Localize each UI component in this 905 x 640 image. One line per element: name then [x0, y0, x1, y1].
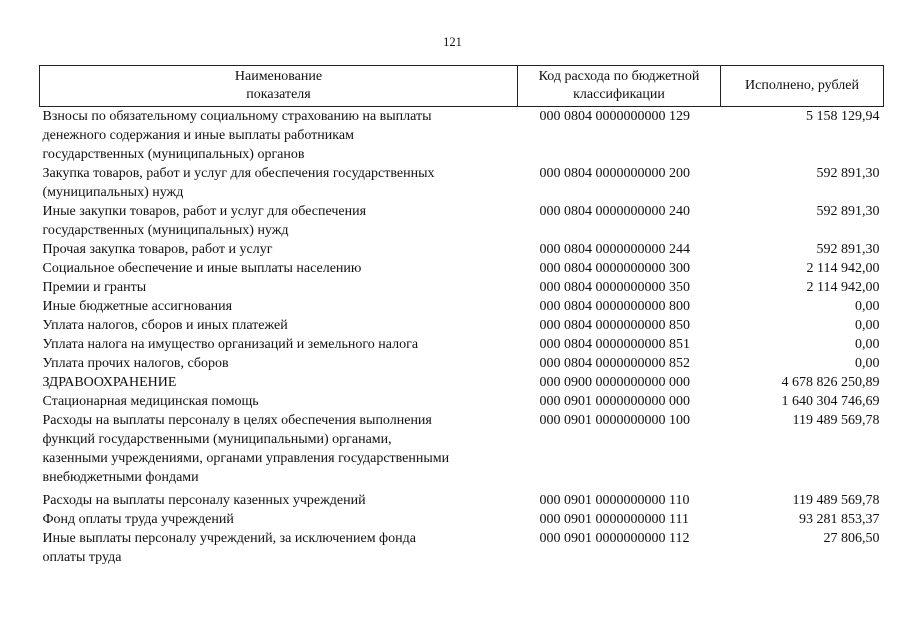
row-code: 000 0804 0000000000 244: [539, 242, 690, 257]
row-code: 000 0901 0000000000 111: [539, 512, 689, 527]
header-code: Код расхода по бюджетной классификации: [518, 66, 721, 107]
row-name: Премии и гранты: [42, 280, 147, 295]
table-row: [40, 411, 884, 487]
row-amount: 2 114 942,00: [806, 280, 880, 295]
row-amount: 119 489 569,78: [792, 493, 880, 508]
row-code: 000 0901 0000000000 112: [539, 531, 690, 546]
row-amount: 5 158 129,94: [806, 109, 880, 124]
table-row: [40, 278, 884, 297]
row-amount: 119 489 569,78: [792, 413, 880, 428]
row-name: Взносы по обязательному социальному страхованию на выплаты денежного содержания и иные выплаты работникам государственных (муниципальных) органов: [42, 109, 432, 162]
row-code: 000 0804 0000000000 200: [539, 166, 690, 181]
budget-execution-table: [39, 65, 884, 567]
row-code: 000 0804 0000000000 350: [539, 280, 690, 295]
row-amount: 93 281 853,37: [799, 512, 880, 527]
header-name: Наименование показателя: [40, 66, 518, 107]
row-name: Иные бюджетные ассигнования: [42, 299, 233, 314]
table-row: [40, 107, 884, 165]
row-name: Уплата прочих налогов, сборов: [42, 356, 229, 371]
row-amount: 592 891,30: [816, 166, 880, 181]
row-code: 000 0804 0000000000 850: [539, 318, 690, 333]
table-row: [40, 510, 884, 529]
row-name: Иные выплаты персоналу учреждений, за исключением фонда оплаты труда: [42, 531, 416, 565]
table-header: [40, 66, 884, 107]
row-code: 000 0804 0000000000 129: [539, 109, 690, 124]
row-amount: 27 806,50: [823, 531, 880, 546]
row-name: Закупка товаров, работ и услуг для обеспечения государственных (муниципальных) нужд: [42, 166, 435, 200]
table-row: [40, 491, 884, 510]
row-name: Социальное обеспечение и иные выплаты населению: [42, 261, 362, 276]
table-row: [40, 316, 884, 335]
table-row: [40, 240, 884, 259]
row-name: Уплата налога на имущество организаций и земельного налога: [42, 337, 419, 352]
row-amount: 0,00: [855, 299, 880, 314]
row-code: 000 0804 0000000000 851: [539, 337, 690, 352]
row-name: Иные закупки товаров, работ и услуг для обеспечения государственных (муниципальных) нужд: [42, 204, 367, 238]
table-row: [40, 259, 884, 278]
row-amount: 1 640 304 746,69: [781, 394, 880, 409]
table-row: [40, 392, 884, 411]
row-name: Расходы на выплаты персоналу казенных учреждений: [42, 493, 366, 508]
row-name: Прочая закупка товаров, работ и услуг: [42, 242, 273, 257]
row-amount: 592 891,30: [816, 204, 880, 219]
table-row: [40, 297, 884, 316]
row-code: 000 0804 0000000000 800: [539, 299, 690, 314]
row-name: ЗДРАВООХРАНЕНИЕ: [42, 375, 177, 390]
row-amount: 2 114 942,00: [806, 261, 880, 276]
row-code: 000 0900 0000000000 000: [539, 375, 690, 390]
page-number: 121: [443, 35, 462, 49]
table-row: [40, 373, 884, 392]
row-name: Фонд оплаты труда учреждений: [42, 512, 234, 527]
table-body: [40, 107, 884, 568]
row-amount: 0,00: [855, 318, 880, 333]
row-amount: 4 678 826 250,89: [781, 375, 880, 390]
header-row: [40, 66, 884, 107]
row-code: 000 0804 0000000000 240: [539, 204, 690, 219]
header-amount: Исполнено, рублей: [721, 66, 884, 107]
row-code: 000 0901 0000000000 000: [539, 394, 690, 409]
row-amount: 0,00: [855, 337, 880, 352]
table-row: [40, 335, 884, 354]
row-code: 000 0804 0000000000 852: [539, 356, 690, 371]
row-amount: 592 891,30: [816, 242, 880, 257]
table-row: [40, 202, 884, 240]
row-name: Стационарная медицинская помощь: [42, 394, 259, 409]
row-name: Расходы на выплаты персоналу в целях обеспечения выполнения функций государственными (муниципальными) органами, казенными учреждениями, органами управления государственными внебюджетными фондами: [42, 413, 450, 485]
table-row: [40, 354, 884, 373]
table-row: [40, 164, 884, 202]
row-code: 000 0804 0000000000 300: [539, 261, 690, 276]
row-name: Уплата налогов, сборов и иных платежей: [42, 318, 288, 333]
row-amount: 0,00: [855, 356, 880, 371]
table-row: [40, 529, 884, 567]
row-code: 000 0901 0000000000 110: [539, 493, 690, 508]
row-code: 000 0901 0000000000 100: [539, 413, 690, 428]
